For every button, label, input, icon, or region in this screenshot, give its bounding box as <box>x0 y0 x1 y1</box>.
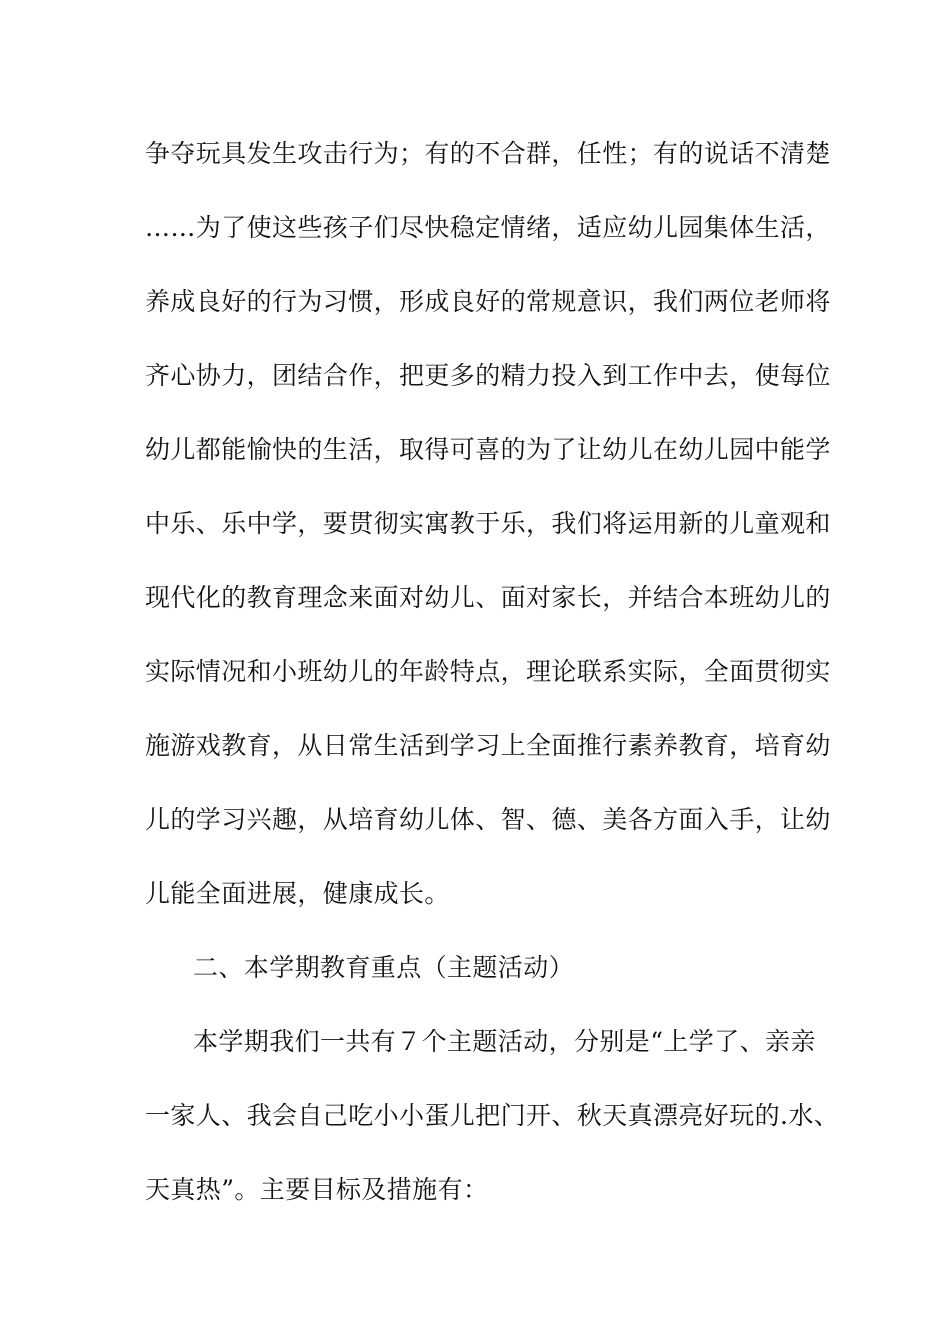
body-text-line: 施游戏教育，从日常生活到学习上全面推行素养教育，培育幼 <box>145 731 831 760</box>
section-heading: 二、本学期教育重点（主题活动） <box>193 953 575 982</box>
body-text-line: 现代化的教育理念来面对幼儿、面对家长，并结合本班幼儿的 <box>145 583 831 612</box>
body-text-line: ……为了使这些孩子们尽快稳定情绪，适应幼儿园集体生活， <box>145 213 831 242</box>
body-text-line: 天真热”。主要目标及措施有： <box>145 1175 489 1204</box>
body-text-line: 齐心协力，团结合作，把更多的精力投入到工作中去，使每位 <box>145 361 831 390</box>
body-text-line: 中乐、乐中学，要贯彻实寓教于乐，我们将运用新的儿童观和 <box>145 509 831 538</box>
body-text-line: 养成良好的行为习惯，形成良好的常规意识，我们两位老师将 <box>145 287 831 316</box>
body-text-line: 儿的学习兴趣，从培育幼儿体、智、德、美各方面入手，让幼 <box>145 805 831 834</box>
body-text-line: 一家人、我会自己吃小小蛋儿把门开、秋天真漂亮好玩的.水、 <box>145 1101 840 1130</box>
body-text-line: 争夺玩具发生攻击行为；有的不合群，任性；有的说话不清楚 <box>145 139 831 168</box>
body-text-line: 本学期我们一共有７个主题活动，分别是“上学了、亲亲 <box>193 1027 816 1056</box>
body-text-line: 儿能全面进展，健康成长。 <box>145 879 450 908</box>
body-text-line: 实际情况和小班幼儿的年龄特点，理论联系实际，全面贯彻实 <box>145 657 831 686</box>
body-text-line: 幼儿都能愉快的生活，取得可喜的为了让幼儿在幼儿园中能学 <box>145 435 831 464</box>
